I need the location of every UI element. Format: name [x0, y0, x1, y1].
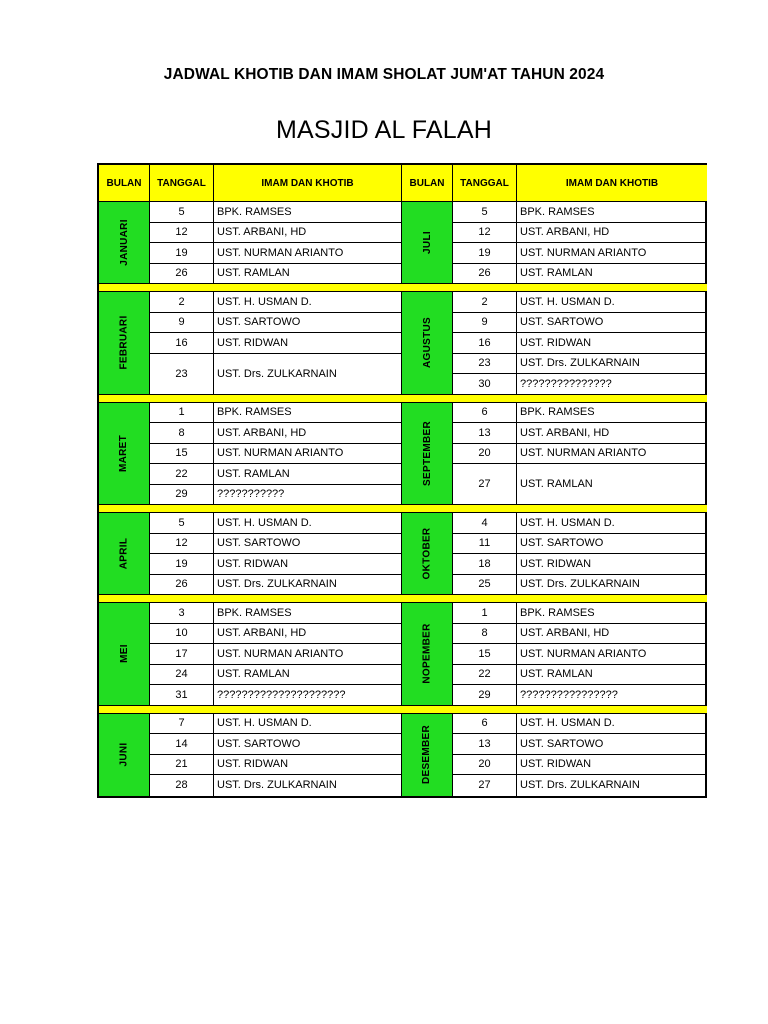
name-cell: UST. SARTOWO	[214, 313, 402, 334]
date-cell: 22	[453, 665, 517, 686]
date-cell: 20	[453, 444, 517, 465]
name-cell: UST. RAMLAN	[214, 665, 402, 686]
name-cell: UST. NURMAN ARIANTO	[517, 243, 707, 264]
name-cell: UST. RAMLAN	[214, 464, 402, 485]
month-label: SEPTEMBER	[421, 420, 433, 486]
date-cell: 9	[453, 313, 517, 334]
header-imam-right: IMAM DAN KHOTIB	[517, 165, 707, 202]
header-bulan-right: BULAN	[402, 165, 453, 202]
date-cell: 31	[150, 685, 214, 706]
month-cell-april	[99, 513, 150, 595]
date-cell: 3	[150, 603, 214, 624]
name-cell: UST. RAMLAN	[214, 264, 402, 285]
date-cell: 22	[150, 464, 214, 485]
date-cell: 7	[150, 714, 214, 735]
name-cell: BPK. RAMSES	[214, 603, 402, 624]
month-label: JANUARI	[118, 219, 130, 266]
month-cell-mei	[99, 603, 150, 706]
month-cell-nopember	[402, 603, 453, 706]
month-label: MEI	[118, 644, 130, 664]
name-cell: UST. ARBANI, HD	[214, 624, 402, 645]
date-cell: 8	[150, 423, 214, 444]
month-cell-september	[402, 403, 453, 506]
name-cell: UST. RIDWAN	[517, 554, 707, 575]
name-cell: UST. RIDWAN	[517, 755, 707, 776]
date-cell: 6	[453, 714, 517, 735]
date-cell: 5	[453, 202, 517, 223]
month-label: FEBRUARI	[118, 315, 130, 370]
date-cell: 2	[150, 292, 214, 313]
date-cell: 17	[150, 644, 214, 665]
date-cell: 26	[150, 575, 214, 596]
month-label: DESEMBER	[421, 724, 433, 785]
date-cell: 27	[453, 775, 517, 796]
month-label: MARET	[118, 434, 130, 472]
month-cell-maret	[99, 403, 150, 506]
name-cell: UST. H. USMAN D.	[214, 513, 402, 534]
date-cell: 27	[453, 464, 517, 505]
name-cell: UST. H. USMAN D.	[517, 714, 707, 735]
date-cell: 4	[453, 513, 517, 534]
page-title: JADWAL KHOTIB DAN IMAM SHOLAT JUM'AT TAHUN 2024	[163, 66, 605, 83]
block-separator	[99, 505, 707, 513]
date-cell: 29	[150, 485, 214, 506]
date-cell: 26	[453, 264, 517, 285]
date-cell: 12	[453, 223, 517, 244]
date-cell: 1	[150, 403, 214, 424]
date-cell: 12	[150, 534, 214, 555]
month-cell-oktober	[402, 513, 453, 595]
name-cell: UST. SARTOWO	[517, 313, 707, 334]
header-bulan-left: BULAN	[99, 165, 150, 202]
date-cell: 23	[453, 354, 517, 375]
date-cell: 12	[150, 223, 214, 244]
name-cell: UST. Drs. ZULKARNAIN	[214, 775, 402, 796]
date-cell: 13	[453, 734, 517, 755]
name-cell: UST. SARTOWO	[517, 534, 707, 555]
month-cell-juli	[402, 202, 453, 284]
date-cell: 11	[453, 534, 517, 555]
header-tanggal-left: TANGGAL	[150, 165, 214, 202]
name-cell: BPK. RAMSES	[517, 403, 707, 424]
name-cell: UST. SARTOWO	[214, 534, 402, 555]
name-cell: UST. NURMAN ARIANTO	[214, 644, 402, 665]
date-cell: 26	[150, 264, 214, 285]
mosque-name: MASJID AL FALAH	[275, 116, 493, 144]
month-label: JULI	[421, 231, 433, 254]
date-cell: 8	[453, 624, 517, 645]
block-separator	[99, 595, 707, 603]
block-separator	[99, 706, 707, 714]
date-cell: 19	[453, 243, 517, 264]
date-cell: 19	[150, 243, 214, 264]
name-cell: UST. Drs. ZULKARNAIN	[517, 354, 707, 375]
name-cell: UST. H. USMAN D.	[517, 513, 707, 534]
date-cell: 6	[453, 403, 517, 424]
name-cell: UST. SARTOWO	[517, 734, 707, 755]
date-cell: 15	[150, 444, 214, 465]
name-cell: ????????????????	[517, 685, 707, 706]
name-cell: ?????????????????????	[214, 685, 402, 706]
date-cell: 5	[150, 513, 214, 534]
name-cell: UST. ARBANI, HD	[517, 423, 707, 444]
date-cell: 29	[453, 685, 517, 706]
name-cell: UST. NURMAN ARIANTO	[517, 444, 707, 465]
month-label: AGUSTUS	[421, 317, 433, 369]
date-cell: 30	[453, 374, 517, 395]
name-cell: UST. H. USMAN D.	[517, 292, 707, 313]
month-label: APRIL	[118, 537, 130, 570]
name-cell: UST. RIDWAN	[517, 333, 707, 354]
name-cell: UST. RAMLAN	[517, 464, 707, 505]
name-cell: UST. H. USMAN D.	[214, 292, 402, 313]
date-cell: 14	[150, 734, 214, 755]
date-cell: 10	[150, 624, 214, 645]
name-cell: UST. ARBANI, HD	[214, 223, 402, 244]
date-cell: 24	[150, 665, 214, 686]
name-cell: UST. RIDWAN	[214, 755, 402, 776]
name-cell: BPK. RAMSES	[517, 202, 707, 223]
month-cell-agustus	[402, 292, 453, 395]
name-cell: BPK. RAMSES	[517, 603, 707, 624]
name-cell: UST. RAMLAN	[517, 665, 707, 686]
name-cell: UST. Drs. ZULKARNAIN	[214, 575, 402, 596]
header-tanggal-right: TANGGAL	[453, 165, 517, 202]
name-cell: UST. Drs. ZULKARNAIN	[214, 354, 402, 395]
month-label: JUNI	[118, 742, 130, 767]
header-imam-left: IMAM DAN KHOTIB	[214, 165, 402, 202]
name-cell: UST. ARBANI, HD	[517, 223, 707, 244]
date-cell: 21	[150, 755, 214, 776]
name-cell: ???????????????	[517, 374, 707, 395]
name-cell: UST. SARTOWO	[214, 734, 402, 755]
name-cell: UST. NURMAN ARIANTO	[214, 243, 402, 264]
block-separator	[99, 395, 707, 403]
name-cell: UST. H. USMAN D.	[214, 714, 402, 735]
date-cell: 13	[453, 423, 517, 444]
name-cell: UST. NURMAN ARIANTO	[517, 644, 707, 665]
schedule-table	[97, 163, 707, 798]
date-cell: 2	[453, 292, 517, 313]
month-cell-juni	[99, 714, 150, 796]
name-cell: ???????????	[214, 485, 402, 506]
name-cell: UST. Drs. ZULKARNAIN	[520, 779, 640, 792]
date-cell: 9	[150, 313, 214, 334]
month-label: OKTOBER	[421, 527, 433, 580]
month-label: NOPEMBER	[421, 623, 433, 684]
date-cell: 16	[453, 333, 517, 354]
name-cell: UST. ARBANI, HD	[517, 624, 707, 645]
month-cell-desember	[402, 714, 453, 796]
date-cell: 25	[453, 575, 517, 596]
date-cell: 1	[453, 603, 517, 624]
date-cell: 28	[150, 775, 214, 796]
name-cell: UST. RIDWAN	[214, 554, 402, 575]
name-cell: UST. RIDWAN	[214, 333, 402, 354]
date-cell: 19	[150, 554, 214, 575]
date-cell: 23	[150, 354, 214, 395]
name-cell: UST. ARBANI, HD	[214, 423, 402, 444]
name-cell: UST. Drs. ZULKARNAIN	[517, 575, 707, 596]
date-cell: 5	[150, 202, 214, 223]
date-cell: 18	[453, 554, 517, 575]
date-cell: 20	[453, 755, 517, 776]
date-cell: 15	[453, 644, 517, 665]
month-cell-februari	[99, 292, 150, 395]
block-separator	[99, 284, 707, 292]
date-cell: 16	[150, 333, 214, 354]
name-cell: BPK. RAMSES	[214, 403, 402, 424]
month-cell-januari	[99, 202, 150, 284]
name-cell: BPK. RAMSES	[214, 202, 402, 223]
name-cell: UST. NURMAN ARIANTO	[214, 444, 402, 465]
name-cell: UST. RAMLAN	[517, 264, 707, 285]
